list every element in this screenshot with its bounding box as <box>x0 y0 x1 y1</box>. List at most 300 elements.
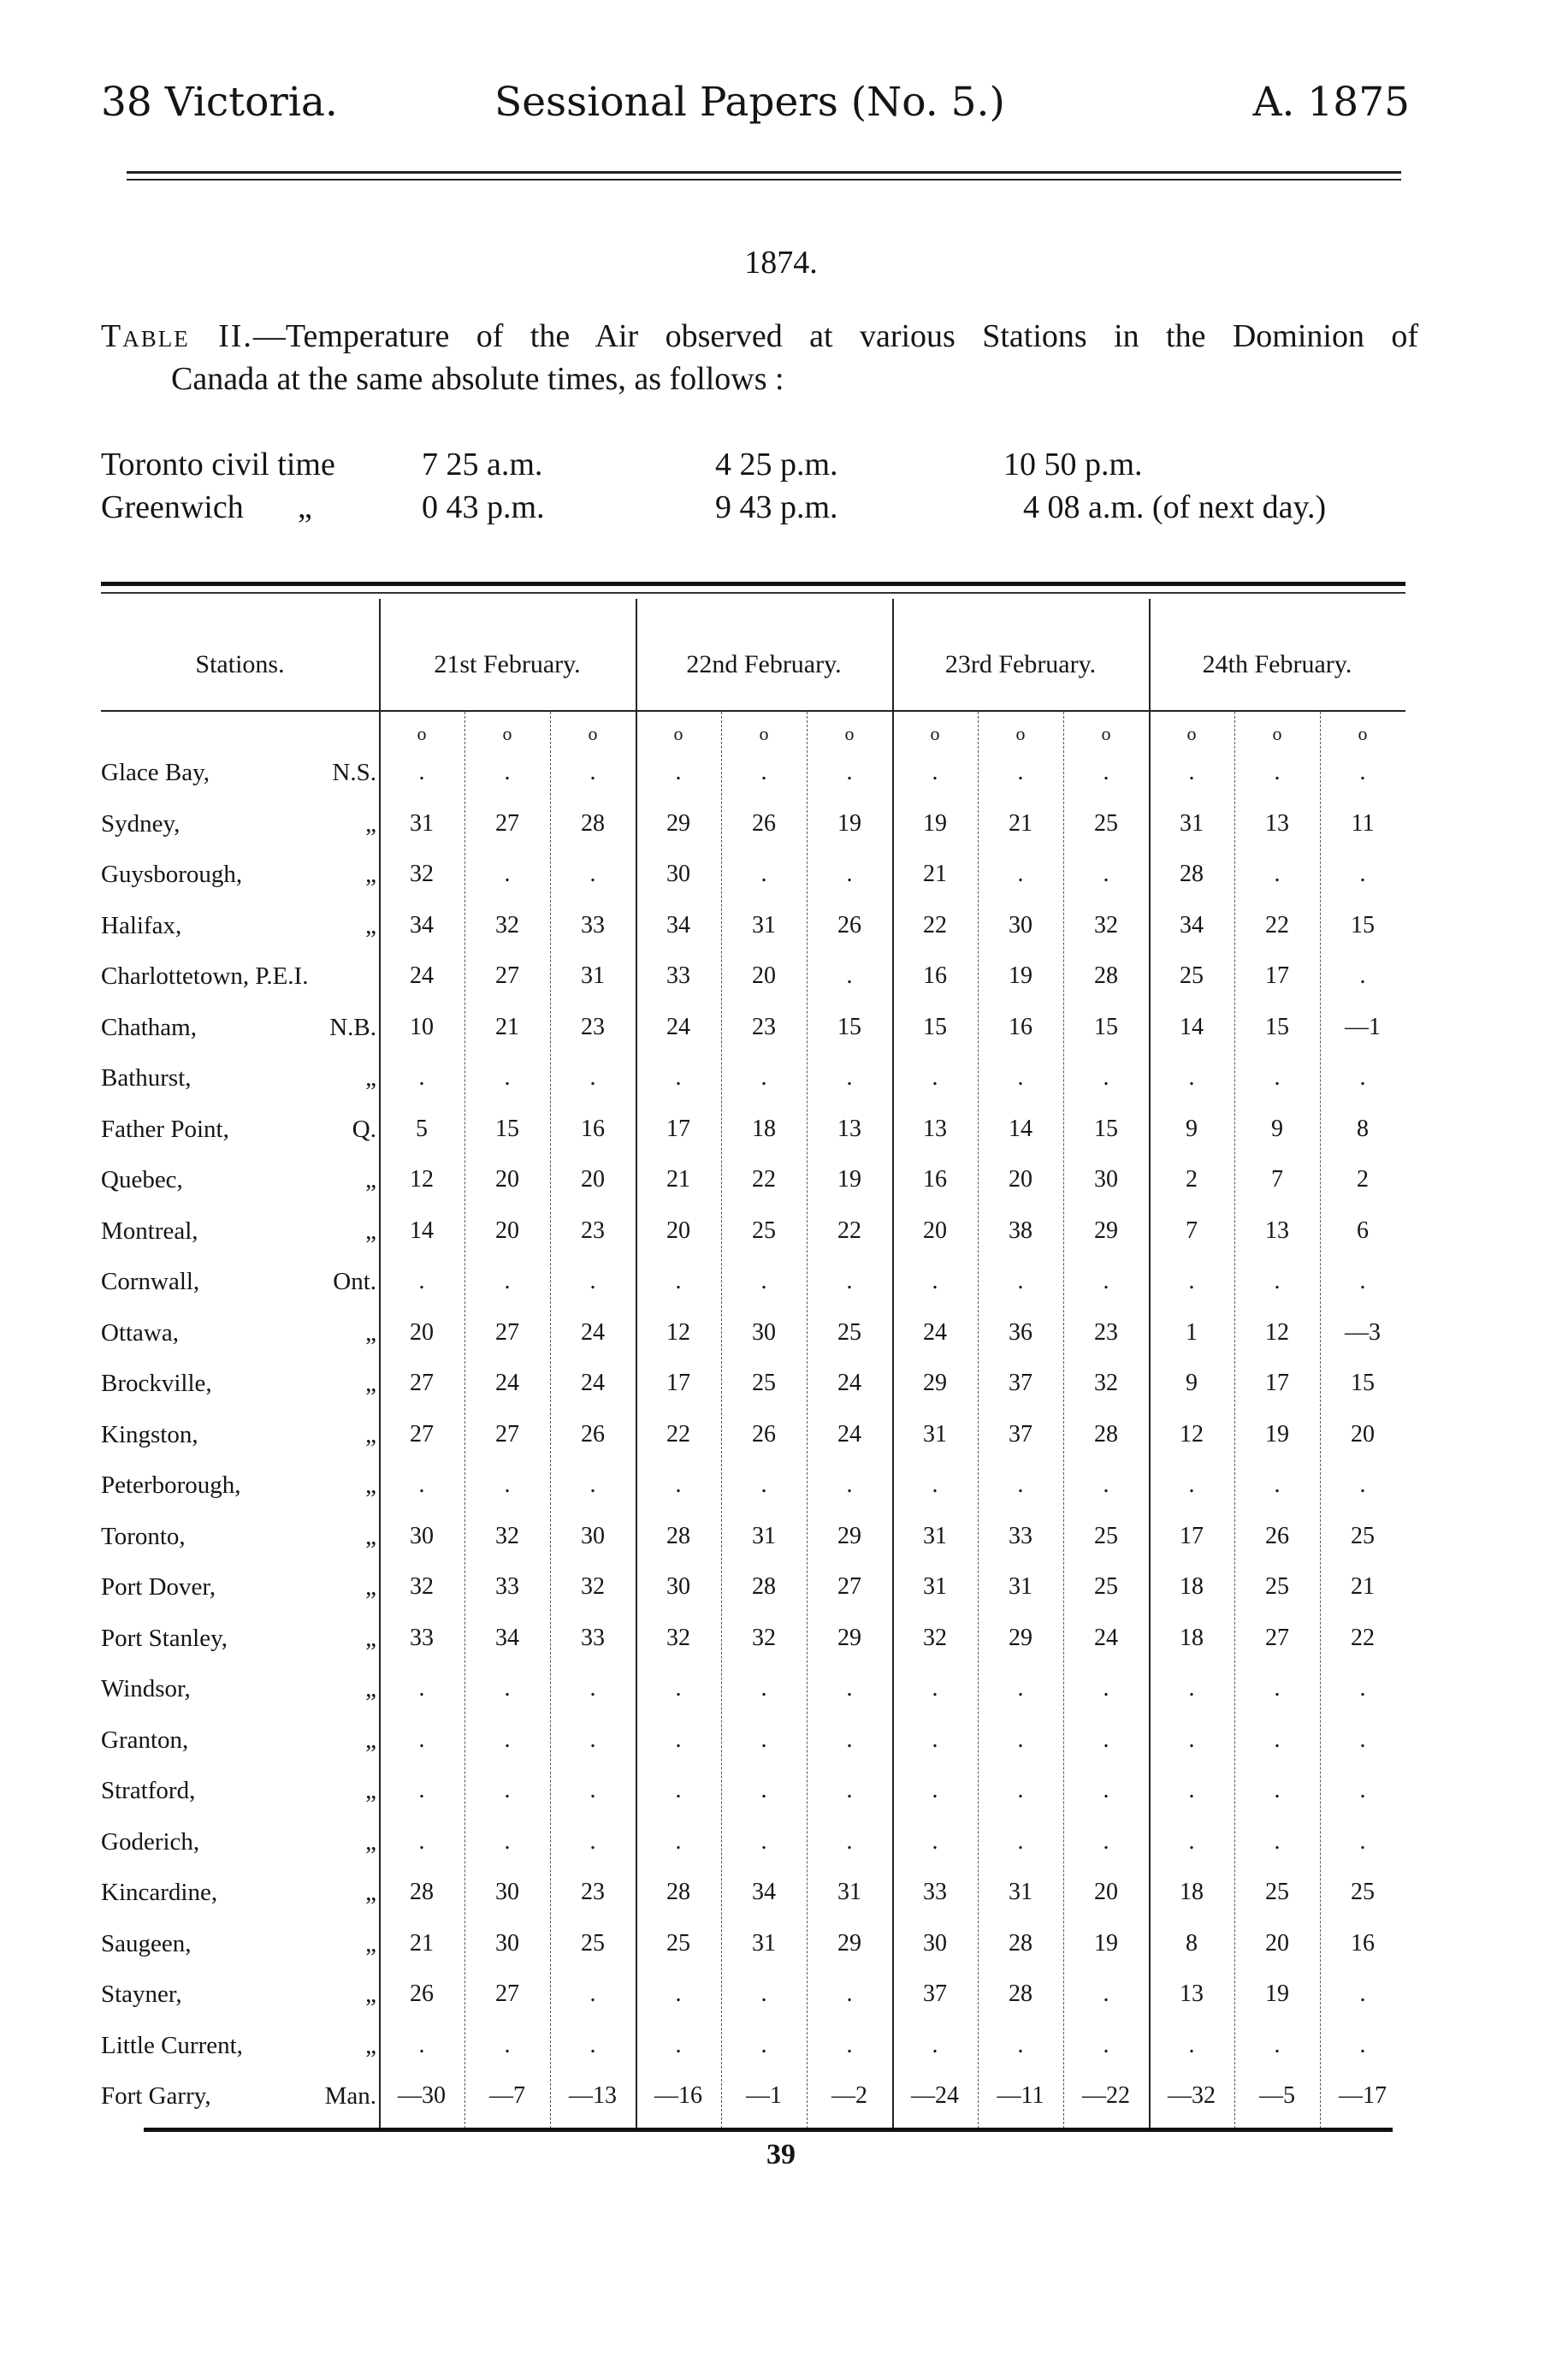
temperature-cell: . <box>846 1471 853 1498</box>
temperature-cell: 31 <box>752 911 776 938</box>
caption-line-2: Canada at the same absolute times, as follows : <box>171 361 784 397</box>
temperature-cell: . <box>1359 759 1366 785</box>
temperature-cell: 25 <box>1094 1522 1118 1549</box>
temperature-cell: . <box>1017 1827 1024 1855</box>
station-name: Goderich, <box>101 1827 200 1856</box>
temperature-cell: . <box>589 2031 596 2058</box>
station-province: „ <box>365 1726 376 1754</box>
temperature-cell: 32 <box>923 1624 947 1651</box>
station-name: Granton, <box>101 1726 189 1754</box>
temperature-cell: 28 <box>1009 1980 1032 2007</box>
temperature-cell: 29 <box>837 1624 861 1651</box>
times-label: Toronto civil time <box>101 447 335 483</box>
temperature-cell: 29 <box>1009 1624 1032 1651</box>
temperature-cell: 21 <box>1351 1573 1375 1600</box>
temperature-cell: 28 <box>752 1573 776 1600</box>
temperature-cell: . <box>1188 1268 1195 1294</box>
temperature-cell: 15 <box>1265 1013 1289 1040</box>
temperature-cell: . <box>1274 861 1281 887</box>
temperature-cell: 28 <box>581 809 605 837</box>
temperature-cell: 25 <box>1265 1573 1289 1600</box>
temperature-cell: . <box>1103 861 1109 887</box>
temperature-cell: 20 <box>1265 1929 1289 1957</box>
temperature-cell: . <box>760 1827 767 1855</box>
temperature-cell: . <box>418 1726 425 1753</box>
temperature-cell: —2 <box>831 2082 867 2109</box>
temperature-cell: 32 <box>495 911 519 938</box>
temperature-cell: . <box>1188 1777 1195 1803</box>
temperature-cell: 26 <box>837 911 861 938</box>
degree-mark: o <box>673 723 683 744</box>
degree-mark: o <box>844 723 855 744</box>
year-heading: 1874. <box>744 245 818 281</box>
temperature-cell: . <box>1188 1064 1195 1091</box>
temperature-cell: 25 <box>1094 1573 1118 1600</box>
temperature-cell: . <box>1103 1268 1109 1294</box>
temperature-cell: 19 <box>837 1166 861 1193</box>
temperature-cell: 23 <box>581 1879 605 1905</box>
temperature-cell: 25 <box>752 1370 776 1396</box>
temperature-cell: . <box>932 2031 938 2058</box>
temperature-cell: . <box>1017 861 1024 887</box>
temperature-cell: 28 <box>1094 962 1118 989</box>
temperature-cell: . <box>846 1777 853 1803</box>
temperature-cell: . <box>418 1471 425 1498</box>
temperature-cell: 20 <box>1094 1879 1118 1905</box>
temperature-cell: . <box>932 1726 938 1753</box>
temperature-cell: . <box>675 1980 682 2007</box>
temperature-cell: 20 <box>410 1318 434 1346</box>
temperature-cell: 20 <box>752 962 776 989</box>
temperature-cell: 25 <box>1180 962 1204 989</box>
temperature-cell: 27 <box>410 1370 434 1396</box>
station-name: Toronto, <box>101 1522 186 1550</box>
temperature-cell: . <box>1103 1064 1109 1091</box>
degree-mark: o <box>588 723 598 744</box>
temperature-cell: . <box>760 759 767 785</box>
degree-mark: o <box>1272 723 1282 744</box>
station-province: „ <box>365 1420 376 1448</box>
temperature-cell: 24 <box>581 1370 605 1396</box>
temperature-cell: . <box>932 1471 938 1498</box>
temperature-cell: 25 <box>581 1929 605 1957</box>
temperature-cell: 31 <box>410 809 434 837</box>
temperature-cell: 15 <box>1094 1115 1118 1142</box>
temperature-cell: 14 <box>1180 1013 1204 1040</box>
temperature-cell: . <box>1103 759 1109 785</box>
station-name: Montreal, <box>101 1217 198 1245</box>
degree-mark: o <box>1358 723 1368 744</box>
temperature-cell: 33 <box>666 962 690 989</box>
temperature-cell: 20 <box>581 1166 605 1193</box>
temperature-cell: 25 <box>837 1318 861 1346</box>
temperature-cell: 25 <box>1351 1879 1375 1905</box>
date-header: 23rd February. <box>944 650 1097 678</box>
temperature-cell: . <box>418 1064 425 1091</box>
temperature-cell: 32 <box>410 1573 434 1600</box>
temperature-cell: 27 <box>410 1420 434 1448</box>
temperature-cell: . <box>1103 1726 1109 1753</box>
temperature-cell: . <box>675 2031 682 2058</box>
temperature-cell: . <box>1359 1675 1366 1702</box>
station-province: „ <box>365 1827 376 1856</box>
temperature-cell: . <box>760 1777 767 1803</box>
temperature-cell: 26 <box>1265 1522 1289 1549</box>
temperature-cell: 9 <box>1186 1115 1198 1142</box>
temperature-cell: . <box>418 1268 425 1294</box>
temperature-cell: . <box>1359 1980 1366 2007</box>
temperature-cell: 33 <box>1009 1522 1032 1549</box>
temperature-cell: 27 <box>495 1420 519 1448</box>
temperature-cell: . <box>675 759 682 785</box>
temperature-cell: 20 <box>923 1217 947 1244</box>
temperature-cell: . <box>846 1064 853 1091</box>
temperature-cell: . <box>1103 1471 1109 1498</box>
temperature-cell: 27 <box>495 1980 519 2007</box>
temperature-cell: . <box>932 1777 938 1803</box>
temperature-cell: 20 <box>666 1217 690 1244</box>
temperature-cell: 31 <box>923 1573 947 1600</box>
temperature-cell: 32 <box>581 1573 605 1600</box>
station-name: Stayner, <box>101 1980 182 2008</box>
temperature-cell: . <box>589 1726 596 1753</box>
temperature-cell: . <box>1017 759 1024 785</box>
temperature-cell: 31 <box>1009 1573 1032 1600</box>
temperature-cell: . <box>1359 1777 1366 1803</box>
temperature-cell: 18 <box>752 1115 776 1142</box>
temperature-cell: 28 <box>666 1879 690 1905</box>
temperature-cell: 12 <box>666 1318 690 1346</box>
temperature-cell: 22 <box>666 1420 690 1448</box>
temperature-cell: . <box>589 1980 596 2007</box>
temperature-cell: . <box>1103 1675 1109 1702</box>
table-bottom-rule <box>144 2128 1393 2132</box>
temperature-cell: 28 <box>1180 861 1204 887</box>
temperature-cell: . <box>504 1064 511 1091</box>
temperature-cell: —22 <box>1082 2082 1130 2109</box>
caption-line-1: —Temperature of the Air observed at various Stations in the Dominion of <box>252 318 1419 354</box>
time-1: 7 25 a.m. <box>422 447 543 483</box>
temperature-cell: 23 <box>752 1013 776 1040</box>
temperature-cell: 28 <box>410 1879 434 1905</box>
time-3: 10 50 p.m. <box>1003 447 1143 483</box>
temperature-cell: . <box>675 1471 682 1498</box>
temperature-cell: . <box>675 1675 682 1702</box>
temperature-cell: 16 <box>1351 1929 1375 1957</box>
temperature-cell: 7 <box>1186 1217 1198 1244</box>
temperature-cell: 25 <box>1351 1522 1375 1549</box>
station-province: „ <box>365 1929 376 1957</box>
temperature-cell: 24 <box>666 1013 690 1040</box>
temperature-cell: 31 <box>752 1929 776 1957</box>
temperature-cell: . <box>1274 759 1281 785</box>
temperature-cell: 30 <box>495 1879 519 1905</box>
temperature-cell: . <box>418 759 425 785</box>
temperature-cell: —3 <box>1345 1318 1381 1346</box>
temperature-cell: . <box>675 1777 682 1803</box>
station-name: Quebec, <box>101 1166 183 1193</box>
temperature-cell: 19 <box>1265 1420 1289 1448</box>
temperature-cell: 6 <box>1357 1217 1369 1244</box>
temperature-cell: —13 <box>569 2082 617 2109</box>
temperature-cell: . <box>504 1726 511 1753</box>
temperature-cell: 12 <box>1180 1420 1204 1448</box>
station-province: „ <box>365 2031 376 2059</box>
temperature-cell: . <box>846 962 853 989</box>
temperature-cell: 24 <box>495 1370 519 1396</box>
temperature-cell: . <box>846 1980 853 2007</box>
temperature-cell: 34 <box>666 911 690 938</box>
temperature-cell: 19 <box>923 809 947 837</box>
temperature-cell: 12 <box>1265 1318 1289 1346</box>
date-header: 22nd February. <box>686 650 842 678</box>
temperature-cell: 20 <box>495 1217 519 1244</box>
temperature-cell: . <box>1359 1268 1366 1294</box>
degree-mark: o <box>1101 723 1111 744</box>
temperature-cell: 27 <box>495 809 519 837</box>
temperature-cell: . <box>760 1980 767 2007</box>
time-3: 4 08 a.m. (of next day.) <box>1023 489 1327 525</box>
temperature-cell: 33 <box>581 1624 605 1651</box>
temperature-cell: 31 <box>581 962 605 989</box>
temperature-cell: . <box>418 1777 425 1803</box>
date-header: 21st February. <box>434 650 581 678</box>
header-title: Sessional Papers (No. 5.) <box>494 79 1005 126</box>
temperature-cell: 5 <box>416 1115 428 1142</box>
temperature-cell: 17 <box>1265 962 1289 989</box>
temperature-cell: 7 <box>1271 1166 1283 1193</box>
temperature-cell: 29 <box>1094 1217 1118 1244</box>
temperature-cell: 14 <box>410 1217 434 1244</box>
temperature-cell: —1 <box>1345 1013 1381 1040</box>
temperature-cell: 31 <box>837 1879 861 1905</box>
header-underline <box>101 710 1405 712</box>
temperature-cell: 19 <box>1094 1929 1118 1957</box>
temperature-cell: 17 <box>1265 1370 1289 1396</box>
station-province: „ <box>365 1675 376 1702</box>
degree-mark: o <box>759 723 769 744</box>
temperature-cell: . <box>675 1064 682 1091</box>
station-name: Bathurst, <box>101 1064 192 1092</box>
temperature-cell: . <box>1188 2031 1195 2058</box>
temperature-cell: . <box>589 759 596 785</box>
temperature-cell: . <box>1274 1726 1281 1753</box>
temperature-cell: . <box>1274 1064 1281 1091</box>
station-name: Fort Garry, <box>101 2082 211 2110</box>
temperature-cell: —5 <box>1259 2082 1295 2109</box>
temperature-cell: 30 <box>410 1522 434 1549</box>
temperature-cell: 9 <box>1186 1370 1198 1396</box>
temperature-cell: 15 <box>1351 1370 1375 1396</box>
temperature-cell: 31 <box>1009 1879 1032 1905</box>
temperature-cell: . <box>1103 2031 1109 2058</box>
temperature-cell: . <box>1188 1827 1195 1855</box>
temperature-cell: 31 <box>752 1522 776 1549</box>
temperature-cell: —17 <box>1339 2082 1387 2109</box>
temperature-cell: . <box>504 1268 511 1294</box>
station-province: N.B. <box>329 1013 376 1041</box>
temperature-cell: . <box>1103 1980 1109 2007</box>
temperature-cell: 27 <box>1265 1624 1289 1651</box>
temperature-cell: 1 <box>1186 1318 1198 1346</box>
temperature-cell: . <box>1017 1726 1024 1753</box>
time-2: 9 43 p.m. <box>715 489 838 525</box>
station-name: Halifax, <box>101 911 182 939</box>
temperature-cell: 26 <box>581 1420 605 1448</box>
temperature-cell: 19 <box>837 809 861 837</box>
temperature-cell: 30 <box>666 861 690 887</box>
temperature-cell: . <box>846 2031 853 2058</box>
temperature-cell: —30 <box>398 2082 446 2109</box>
temperature-cell: . <box>846 861 853 887</box>
temperature-cell: . <box>1017 1064 1024 1091</box>
temperature-cell: 8 <box>1186 1929 1198 1957</box>
station-name: Windsor, <box>101 1675 191 1702</box>
temperature-cell: . <box>504 1471 511 1498</box>
temperature-cell: 16 <box>581 1115 605 1142</box>
temperature-cell: 30 <box>752 1318 776 1346</box>
temperature-cell: —32 <box>1168 2082 1216 2109</box>
temperature-cell: . <box>504 2031 511 2058</box>
station-province: „ <box>365 1318 376 1347</box>
degree-mark: o <box>502 723 512 744</box>
station-name: Stratford, <box>101 1777 196 1804</box>
temperature-cell: . <box>504 1777 511 1803</box>
temperature-cell: —24 <box>911 2082 959 2109</box>
station-province: N.S. <box>332 759 376 786</box>
temperature-cell: . <box>1359 1726 1366 1753</box>
temperature-cell: 26 <box>410 1980 434 2007</box>
station-province <box>299 955 376 998</box>
temperature-cell: 15 <box>837 1013 861 1040</box>
temperature-cell: 24 <box>837 1370 861 1396</box>
temperature-cell: . <box>760 1471 767 1498</box>
temperature-cell: 30 <box>923 1929 947 1957</box>
temperature-cell: . <box>932 759 938 785</box>
station-province: Ont. <box>333 1268 376 1295</box>
station-name: Kingston, <box>101 1420 198 1448</box>
temperature-cell: 21 <box>666 1166 690 1193</box>
temperature-cell: 24 <box>1094 1624 1118 1651</box>
station-province: Q. <box>352 1115 376 1143</box>
temperature-cell: . <box>1274 1268 1281 1294</box>
temperature-cell: 15 <box>1351 911 1375 938</box>
temperature-cell: . <box>1359 1471 1366 1498</box>
station-name: Peterborough, <box>101 1471 241 1499</box>
degree-mark: o <box>417 723 427 744</box>
temperature-cell: . <box>675 1726 682 1753</box>
temperature-cell: . <box>589 1268 596 1294</box>
station-province: „ <box>365 1624 376 1652</box>
times-ditto: „ <box>298 489 312 525</box>
temperature-cell: 21 <box>923 861 947 887</box>
temperature-cell: 34 <box>1180 911 1204 938</box>
temperature-cell: . <box>932 1268 938 1294</box>
temperature-cell: 2 <box>1357 1166 1369 1193</box>
station-province: „ <box>365 1471 376 1499</box>
degree-mark: o <box>1015 723 1026 744</box>
header-volume: 38 Victoria. <box>101 79 338 126</box>
temperature-cell: . <box>1274 1777 1281 1803</box>
temperature-cell: 16 <box>923 962 947 989</box>
temperature-cell: 29 <box>837 1522 861 1549</box>
temperature-cell: . <box>589 1675 596 1702</box>
station-province: „ <box>365 1879 376 1906</box>
temperature-cell: . <box>1103 1777 1109 1803</box>
temperature-cell: . <box>589 1827 596 1855</box>
temperature-cell: . <box>504 1675 511 1702</box>
station-name: Kincardine, <box>101 1879 218 1906</box>
temperature-cell: . <box>760 2031 767 2058</box>
temperature-cell: 29 <box>837 1929 861 1957</box>
temperature-cell: 33 <box>923 1879 947 1905</box>
station-province: „ <box>365 1064 376 1092</box>
temperature-cell: 20 <box>1351 1420 1375 1448</box>
station-name: Sydney, <box>101 809 180 838</box>
temperature-cell: 27 <box>495 962 519 989</box>
temperature-cell: 33 <box>495 1573 519 1600</box>
temperature-cell: 27 <box>837 1573 861 1600</box>
temperature-cell: 23 <box>581 1217 605 1244</box>
temperature-cell: . <box>1359 962 1366 989</box>
station-province: „ <box>365 1522 376 1550</box>
temperature-cell: . <box>675 1268 682 1294</box>
temperature-cell: 37 <box>1009 1420 1032 1448</box>
temperature-cell: 33 <box>581 911 605 938</box>
temperature-cell: . <box>932 1827 938 1855</box>
temperature-cell: . <box>1188 1726 1195 1753</box>
time-2: 4 25 p.m. <box>715 447 838 483</box>
temperature-cell: 25 <box>666 1929 690 1957</box>
temperature-cell: 32 <box>1094 911 1118 938</box>
temperature-cell: 15 <box>923 1013 947 1040</box>
temperature-cell: 17 <box>666 1370 690 1396</box>
temperature-cell: 10 <box>410 1013 434 1040</box>
temperature-cell: . <box>589 861 596 887</box>
temperature-cell: 37 <box>923 1980 947 2007</box>
temperature-cell: 30 <box>1094 1166 1118 1193</box>
temperature-cell: . <box>504 861 511 887</box>
caption-label: Table II. <box>101 318 253 354</box>
station-name: Charlottetown, P.E.I. <box>101 962 309 990</box>
temperature-cell: . <box>1103 1827 1109 1855</box>
temperature-cell: 21 <box>1009 809 1032 837</box>
temperature-cell: 37 <box>1009 1370 1032 1396</box>
temperature-cell: . <box>760 1268 767 1294</box>
temperature-cell: 38 <box>1009 1217 1032 1244</box>
temperature-cell: 29 <box>666 809 690 837</box>
temperature-cell: 24 <box>410 962 434 989</box>
temperature-cell: . <box>418 1675 425 1702</box>
temperature-cell: . <box>1017 1471 1024 1498</box>
temperature-cell: 13 <box>1265 1217 1289 1244</box>
temperature-cell: 24 <box>837 1420 861 1448</box>
temperature-cell: . <box>1017 1268 1024 1294</box>
temperature-cell: 32 <box>410 861 434 887</box>
temperature-cell: 25 <box>1265 1879 1289 1905</box>
temperature-cell: . <box>1017 2031 1024 2058</box>
temperature-cell: 32 <box>495 1522 519 1549</box>
temperature-cell: 18 <box>1180 1879 1204 1905</box>
temperature-cell: . <box>932 1675 938 1702</box>
degree-mark: o <box>1186 723 1197 744</box>
station-province: „ <box>365 1777 376 1804</box>
station-name: Chatham, <box>101 1013 197 1041</box>
temperature-cell: 30 <box>666 1573 690 1600</box>
temperature-cell: 16 <box>1009 1013 1032 1040</box>
temperature-cell: . <box>418 1827 425 1855</box>
temperature-cell: . <box>846 1827 853 1855</box>
